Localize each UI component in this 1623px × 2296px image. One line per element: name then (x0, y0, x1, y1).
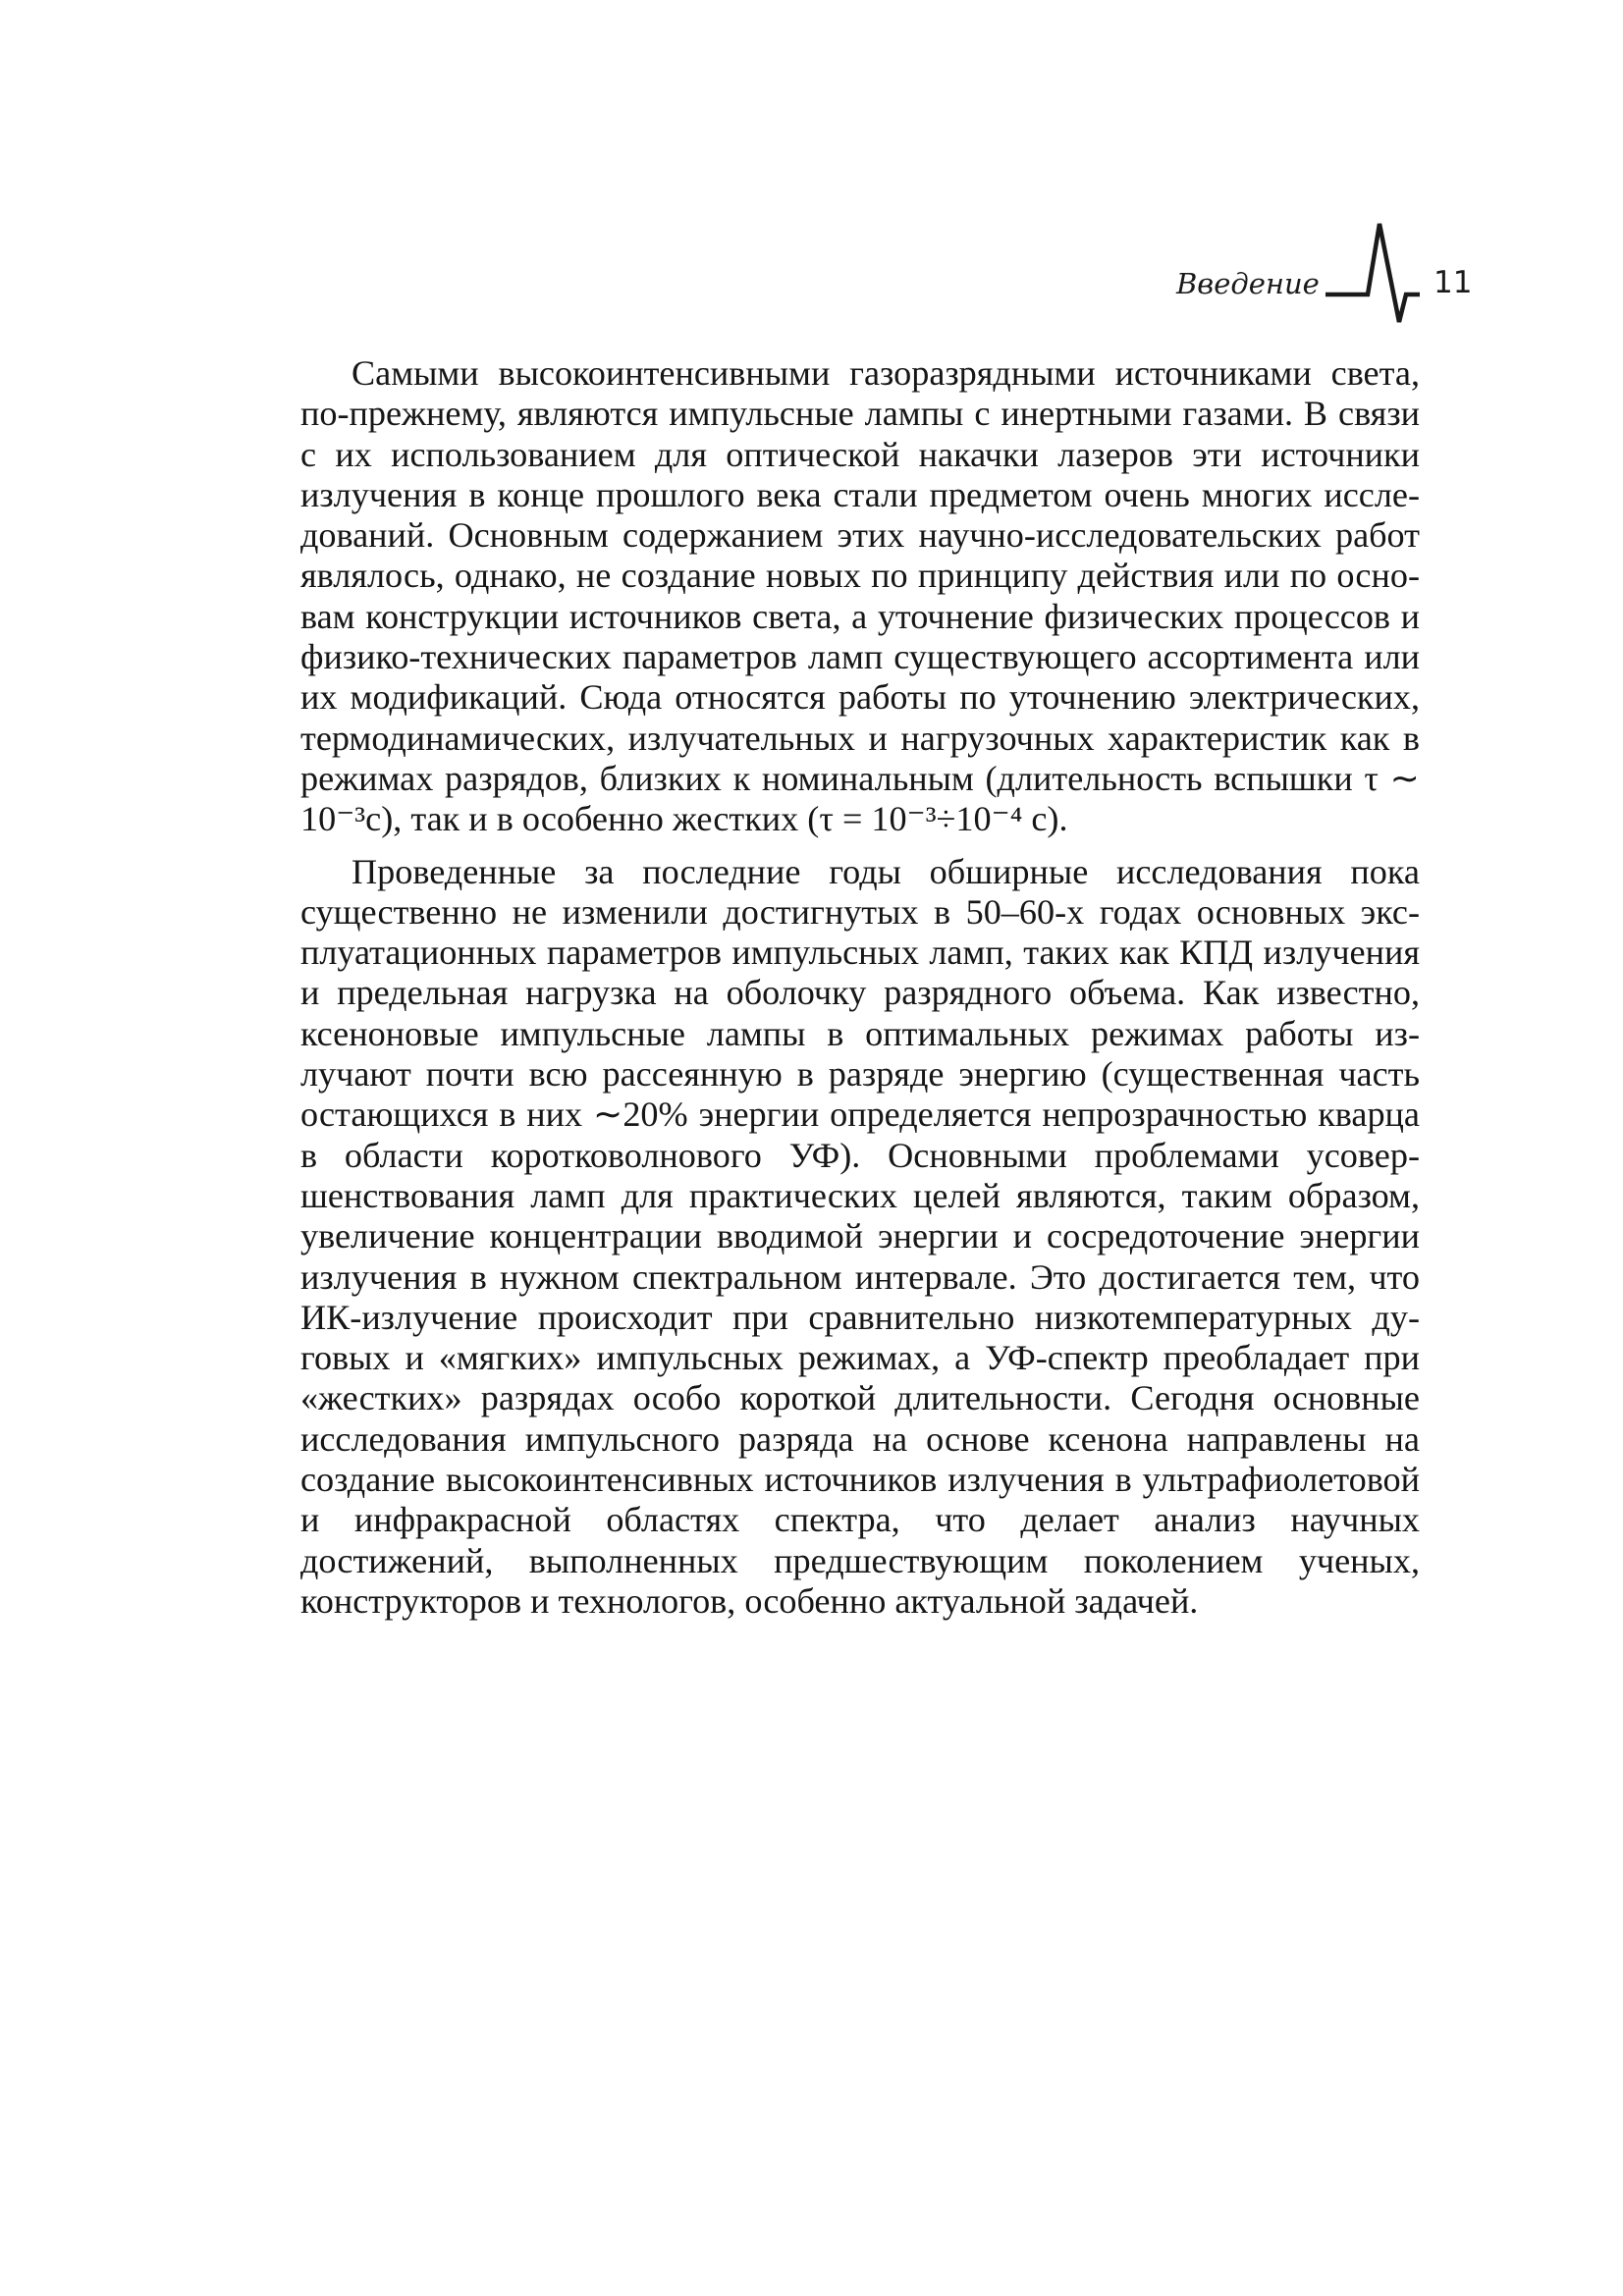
body-text (300, 353, 1420, 1622)
paragraph: Проведенные за последние годы обширные исследования пока существенно не изменили достигнутых в 50–60-х годах основных эксплуатационных параметров импульсных ламп, таких как КПД излучения и предельная нагрузка на оболочку разрядного объема. Как известно, ксеноновые импульсные лампы в оптимальных режимах работы излучают почти всю рассеянную в разряде энергию (существенная часть остающихся в них ∼20% энергии определяется непрозрачностью кварца в области коротковолнового УФ). Основными проблемами усовершенствования ламп для практических целей являются, таким образом, увеличение концентрации вводимой энергии и сосредоточение энергии излучения в нужном спектральном интервале. Это достигается тем, что ИК-излучение происходит при сравнительно низкотемпературных дуговых и «мягких» импульсных режимах, а УФ-спектр преобладает при «жестких» разрядах особо короткой длительности. Сегодня основные исследования импульсного разряда на основе ксенона направлены на создание высокоинтенсивных источников излучения в ультрафиолетовой и инфракрасной областях спектра, что делает анализ научных достижений, выполненных предшествующим поколением ученых, конструкторов и технологов, особенно актуальной задачей. (300, 851, 1420, 1621)
running-header (1129, 218, 1483, 336)
section-title: Введение (1176, 267, 1320, 300)
pulse-waveform-icon (1324, 220, 1422, 326)
page-number: 11 (1434, 265, 1473, 300)
paragraph: Самыми высокоинтенсивными газоразрядными источниками света, по-прежнему, являются импульсные лампы с инертными газами. В связи с их использованием для оптической накачки лазеров эти источники излучения в конце прошлого века стали предметом очень многих исследований. Основным содержанием этих научно-исследовательских работ являлось, однако, не создание новых по принципу действия или по основам конструкции источников света, а уточнение физических процессов и физико-технических параметров ламп существующего ассортимента или их модификаций. Сюда относятся работы по уточнению электрических, термодинамических, излучательных и нагрузочных характеристик как в режимах разрядов, близких к номинальным (длительность вспышки τ ∼ 10⁻³с), так и в особенно жестких (τ = 10⁻³÷10⁻⁴ с). (300, 353, 1420, 839)
